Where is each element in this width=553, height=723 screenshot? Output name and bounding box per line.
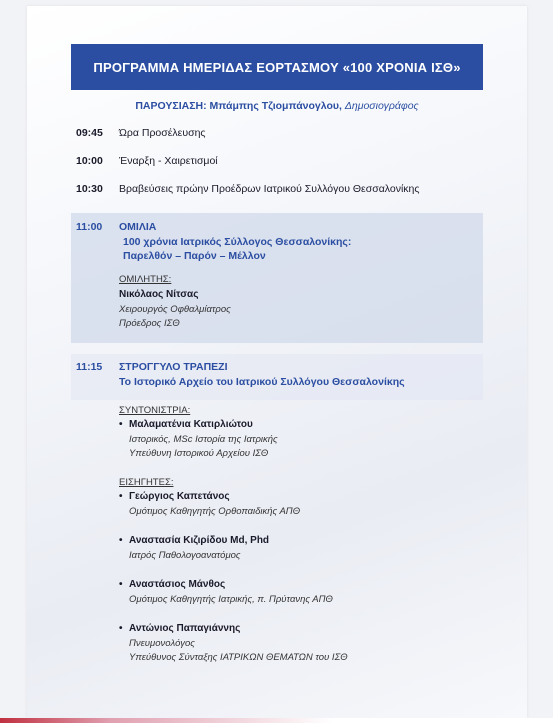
schedule-text: Έναρξη - Χαιρετισμοί — [119, 155, 218, 167]
moderator-role: Ιστορικός, MSc Ιστορία της Ιατρικής — [129, 434, 278, 445]
presenter-line — [27, 100, 527, 112]
speaker-name: Νικόλαος Νίτσας — [119, 289, 199, 300]
speech-title-line-2: Παρελθόν – Παρόν – Μέλλον — [123, 250, 266, 262]
roundtable-title: Το Ιστορικό Αρχείο του Ιατρικού Συλλόγου Θεσσαλονίκης — [119, 376, 405, 388]
program-title-banner: ΠΡΟΓΡΑΜΜΑ ΗΜΕΡΙΔΑΣ ΕΟΡΤΑΣΜΟΥ «100 ΧΡΟΝΙΑ ΙΣΘ» — [71, 44, 483, 90]
roundtable-speaker-name: Αναστασία Κιζιρίδου Md, Phd — [129, 535, 270, 546]
presenter-label: ΠΑΡΟΥΣΙΑΣΗ: — [135, 100, 207, 112]
schedule-text: Βραβεύσεις πρώην Προέδρων Ιατρικού Συλλόγου Θεσσαλονίκης — [119, 183, 420, 195]
roundtable-speaker-role: Ομότιμος Καθηγητής Ορθοπαιδικής ΑΠΘ — [129, 506, 301, 517]
schedule-time: 10:00 — [76, 155, 103, 167]
bullet: • — [119, 535, 123, 546]
speaker-role: Πρόεδρος ΙΣΘ — [119, 318, 180, 329]
speech-heading: ΟΜΙΛΙΑ — [119, 221, 157, 233]
roundtable-speaker-name: Αναστάσιος Μάνθος — [129, 579, 226, 590]
schedule-time: 10:30 — [76, 183, 103, 195]
roundtable-speaker-role: Υπεύθυνος Σύνταξης ΙΑΤΡΙΚΩΝ ΘΕΜΑΤΩΝ του ΙΣΘ — [129, 652, 348, 663]
roundtable-speaker-role: Ομότιμος Καθηγητής Ιατρικής, π. Πρύτανης ΑΠΘ — [129, 594, 333, 605]
roundtable-speaker-role: Πνευμονολόγος — [129, 638, 195, 649]
moderator-role: Υπεύθυνη Ιστορικού Αρχείου ΙΣΘ — [129, 448, 269, 459]
schedule-time: 09:45 — [76, 127, 103, 139]
roundtable-speaker-name: Αντώνιος Παπαγιάννης — [129, 623, 241, 634]
speech-time: 11:00 — [76, 221, 103, 233]
program-page — [27, 6, 527, 718]
roundtable-heading: ΣΤΡΟΓΓΥΛΟ ΤΡΑΠΕΖΙ — [119, 361, 228, 373]
bullet: • — [119, 579, 123, 590]
schedule-text: Ώρα Προσέλευσης — [119, 127, 206, 139]
bullet: • — [119, 491, 123, 502]
speech-title-line-1: 100 χρόνια Ιατρικός Σύλλογος Θεσσαλονίκης: — [123, 236, 352, 248]
moderator-label: ΣΥΝΤΟΝΙΣΤΡΙΑ: — [119, 405, 191, 416]
speaker-label: ΟΜΙΛΗΤΗΣ: — [119, 274, 172, 285]
presenter-role: Δημοσιογράφος — [344, 100, 419, 112]
presenter-name: Μπάμπης Τζιομπάνογλου, — [209, 100, 342, 112]
bullet: • — [119, 419, 123, 430]
moderator-name: Μαλαματένια Κατιρλιώτου — [129, 419, 253, 430]
roundtable-time: 11:15 — [76, 361, 103, 373]
roundtable-speaker-name: Γεώργιος Καπετάνος — [129, 491, 230, 502]
speaker-role: Χειρουργός Οφθαλμίατρος — [119, 304, 231, 315]
roundtable-speaker-role: Ιατρός Παθολογοανατόμος — [129, 550, 241, 561]
speakers-label: ΕΙΣΗΓΗΤΕΣ: — [119, 477, 174, 488]
bullet: • — [119, 623, 123, 634]
bottom-accent-line — [0, 718, 553, 723]
